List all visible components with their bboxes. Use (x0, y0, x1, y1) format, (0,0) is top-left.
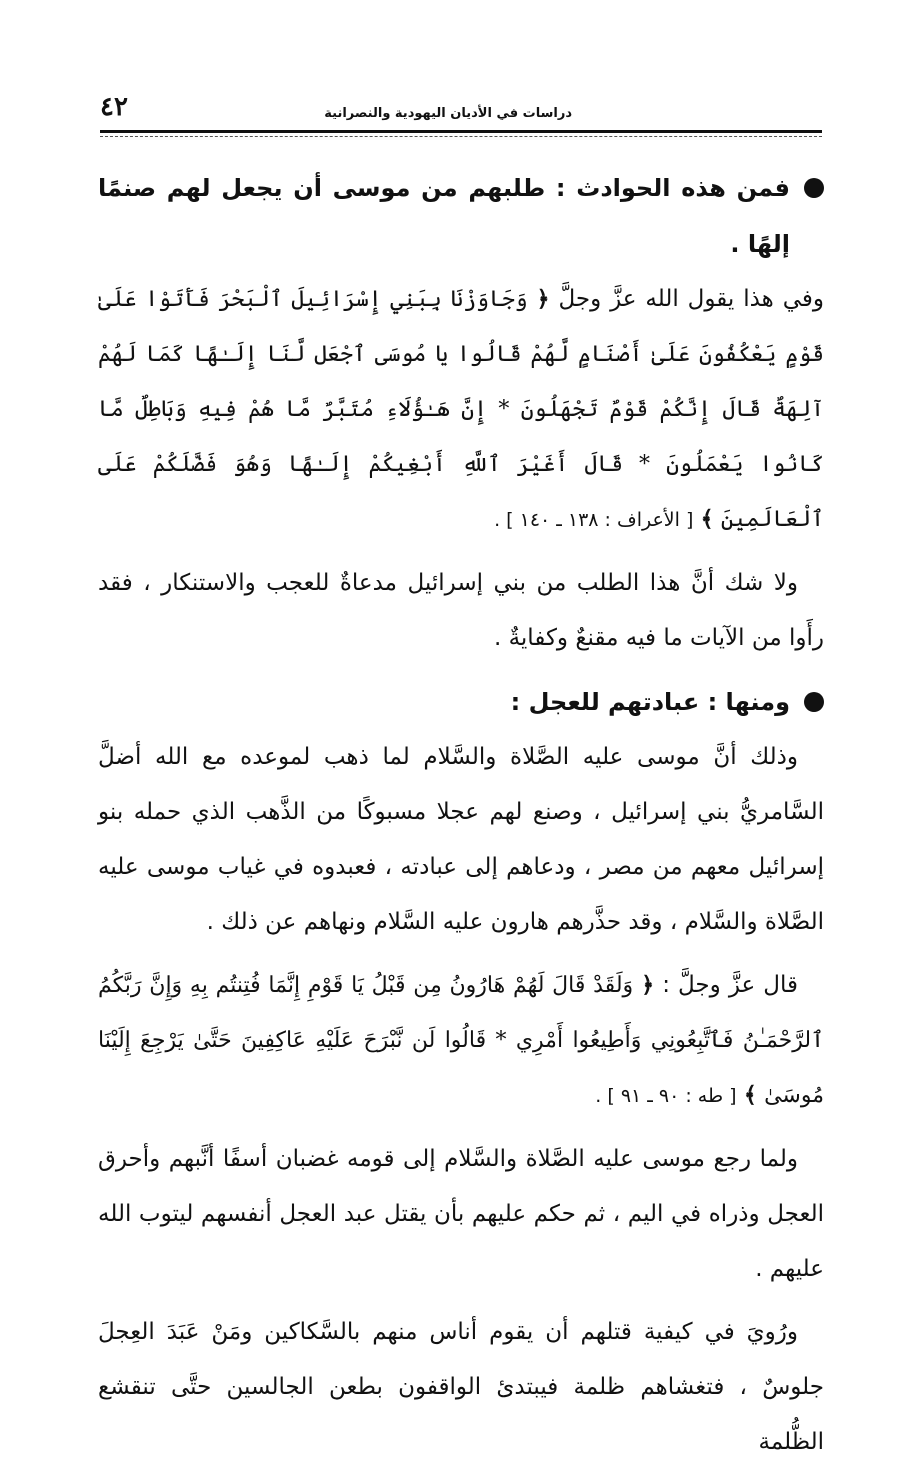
heading-text: فمن هذه الحوادث : طلبهم من موسى أن يجعل لهم صنمًا إلهًا . (98, 174, 790, 258)
paragraph-killing-narration: ورُويَ في كيفية قتلهم أن يقوم أناس منهم بالسَّكاكين ومَنْ عَبَدَ العِجلَ جلوسٌ ، فتغشاهم ظلمة فيبتدئ الواقفون بطعن الجالسين حتَّى تنقشع الظُّلمة (98, 1319, 824, 1455)
paragraph-commentary: ولا شك أنَّ هذا الطلب من بني إسرائيل مدعاةٌ للعجب والاستنكار ، فقد رأَوا من الآيات ما فيه مقنعٌ وكفايةٌ . (98, 570, 824, 651)
bullet-icon (804, 178, 824, 198)
header-rule (100, 130, 822, 133)
paragraph-quran-taha (98, 958, 824, 1124)
quran-verse: وَلَقَدْ قَالَ لَهُمْ هَارُونُ مِن قَبْلُ يَا قَوْمِ إِنَّمَا فُتِنتُم بِهِ وَإِنَّ رَبَّكُمُ ٱلرَّحْمَـٰنُ فَٱتَّبِعُونِي وَأَطِيعُوا أَمْرِي * قَالُوا لَن نَّبْرَحَ عَلَيْهِ عَاكِفِينَ حَتَّىٰ يَرْجِعَ إِلَيْنَا مُوسَىٰ (98, 973, 824, 1108)
header-rule-thin (100, 136, 822, 137)
bullet-icon (804, 692, 824, 712)
quran-verse: وَجَاوَزْنَا بِبَنِي إِسْرَائِيلَ ٱلْبَحْرَ فَأَتَوْا عَلَىٰ قَوْمٍ يَعْكُفُونَ عَلَىٰ أَصْنَامٍ لَّهُمْ قَالُوا يا مُوسَى ٱجْعَل لَّنَا إِلَـٰهًا كَمَا لَهُمْ آلِهَةٌ قَالَ إِنَّكُمْ قَوْمٌ تَجْهَلُونَ * إِنَّ هَـٰؤُلَاءِ مُتَبَّرٌ مَّا هُمْ فِيهِ وَبَاطِلٌ مَّا كَانُوا يَعْمَلُونَ * قَالَ أَغَيْرَ ٱللَّهِ أَبْغِيكُمْ إِلَـٰهًا وَهُوَ فَضَّلَكُمْ عَلَى ٱلْعَالَمِينَ (98, 287, 824, 532)
quran-open-bracket: ﴿ (536, 286, 550, 312)
section-heading-calf-worship (98, 674, 824, 730)
page-body (98, 160, 824, 1478)
paragraph-moses-return: ولما رجع موسى عليه الصَّلاة والسَّلام إلى قومه غضبان أسفًا أنَّبهم وأحرق العجل وذراه في اليم ، ثم حكم عليهم بأن يقتل عبد العجل أنفسهم ليتوب الله عليهم . (98, 1146, 824, 1282)
quote-intro: وفي هذا يقول الله عزَّ وجلَّ (558, 286, 825, 312)
paragraph-quran-araf (98, 272, 824, 548)
verse-reference: [ طه : ٩٠ ـ ٩١ ] . (595, 1085, 737, 1107)
section-heading-calf-idol-request (98, 160, 824, 272)
page-number: ٤٢ (100, 92, 128, 122)
quran-open-bracket: ﴿ (641, 972, 655, 998)
heading-text: ومنها : عبادتهم للعجل : (510, 688, 790, 716)
quran-close-bracket: ﴾ (700, 506, 714, 532)
paragraph-samiri: وذلك أنَّ موسى عليه الصَّلاة والسَّلام لما ذهب لموعده مع الله أضلَّ السَّامريُّ بني إسرائيل ، وصنع لهم عجلا مسبوكًا من الذَّهب الذي حمله بنو إسرائيل معهم من مصر ، ودعاهم إلى عبادته ، فعبدوه في غياب موسى عليه الصَّلاة والسَّلام ، وقد حذَّرهم هارون عليه السَّلام ونهاهم عن ذلك . (98, 744, 824, 935)
running-title: دراسات في الأديان اليهودية والنصرانية (324, 106, 572, 121)
quote-intro: قال عزَّ وجلَّ : (662, 972, 799, 998)
quran-close-bracket: ﴾ (743, 1082, 757, 1108)
page-header (100, 90, 822, 130)
verse-reference: [ الأعراف : ١٣٨ ـ ١٤٠ ] . (494, 509, 694, 531)
